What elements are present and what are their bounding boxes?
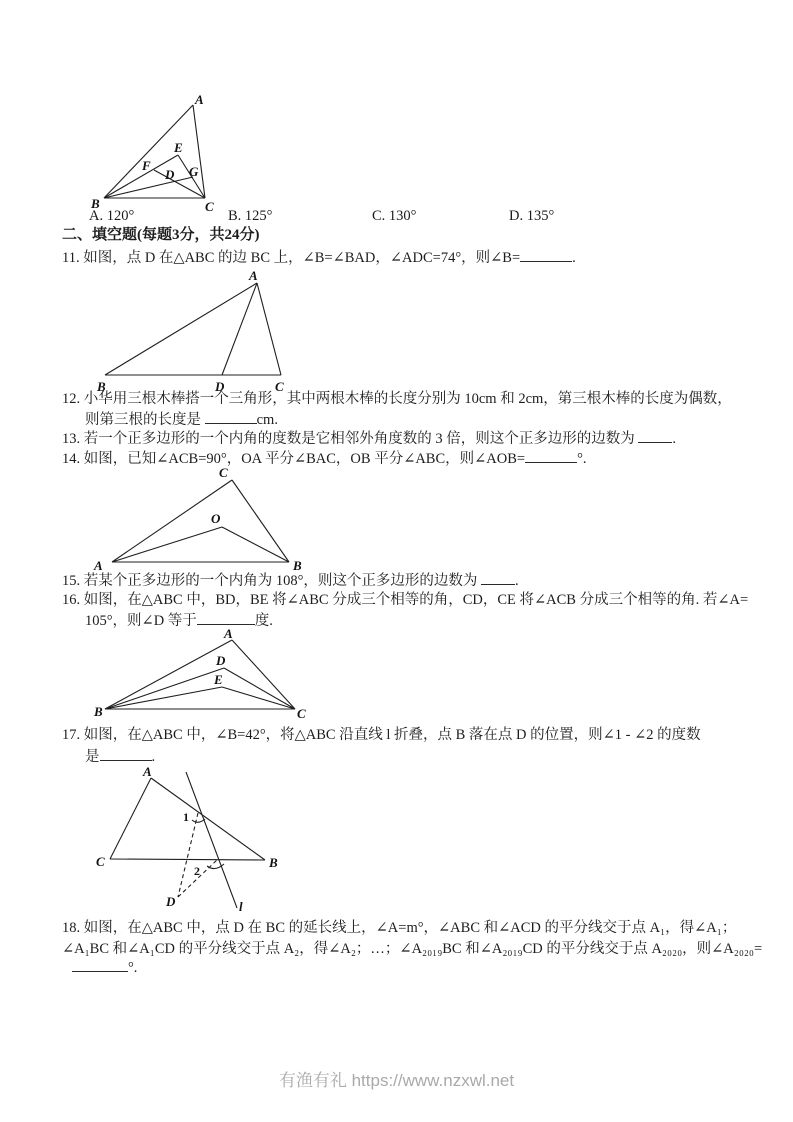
vertex-label-d: D — [216, 653, 226, 668]
question-11-text — [62, 248, 576, 268]
answer-blank-q17 — [100, 747, 152, 761]
vertex-label-o: O — [211, 511, 221, 526]
question-18-line1: 18. 如图，在△ABC 中，点 D 在 BC 的延长线上，∠A=m°，∠ABC 和∠ACD 的平分线交于点 A₁，得∠A₁； — [62, 920, 737, 936]
question-12-line2-tail: cm. — [256, 412, 278, 428]
question-16-line1: 16. 如图，在△ABC 中，BD，BE 将∠ABC 分成三个相等的角，CD，CE 将∠ACB 分成三个相等的角. 若∠A= — [62, 592, 749, 608]
line-l-label: l — [239, 899, 243, 914]
question-18-line3-tail: °. — [128, 960, 138, 976]
vertex-label-a: A — [249, 268, 258, 283]
vertex-label-c: C — [275, 379, 284, 394]
answer-blank-q18 — [72, 958, 128, 972]
question-13-pre: 13. 若一个正多边形的一个内角的度数是它相邻外角度数的 3 倍，则这个正多边形的边数为 — [62, 431, 635, 447]
vertex-label-c: C — [96, 854, 105, 869]
question-12-line2-pre: 则第三根的长度是 — [85, 412, 201, 428]
question-16-line2-pre: 105°，则∠D 等于 — [85, 613, 197, 629]
vertex-label-c: C — [205, 199, 214, 214]
vertex-label-b: B — [269, 855, 278, 870]
vertex-label-c: C — [219, 465, 228, 480]
answer-blank-q11 — [520, 248, 572, 262]
vertex-label-a: A — [195, 92, 204, 107]
figure-q16-triangle — [88, 628, 310, 723]
question-18-line3 — [72, 958, 137, 978]
question-17-line1: 17. 如图，在△ABC 中，∠B=42°，将△ABC 沿直线 l 折叠，点 B 落在点 D 的位置，则∠1 - ∠2 的度数 — [62, 727, 701, 743]
angle-2-label: 2 — [194, 864, 200, 878]
vertex-label-a: A — [143, 764, 152, 779]
question-15-pre: 15. 若某个正多边形的一个内角为 108°，则这个正多边形的边数为 — [62, 573, 478, 589]
question-13-text — [62, 429, 676, 449]
answer-blank-q15 — [481, 571, 515, 585]
question-14-tail: °. — [577, 451, 587, 467]
vertex-label-b: B — [91, 196, 100, 211]
vertex-label-f: F — [142, 158, 151, 173]
choice-d: D. 135° — [509, 208, 555, 224]
question-14-pre: 14. 如图，已知∠ACB=90°，OA 平分∠BAC，OB 平分∠ABC，则∠AOB= — [62, 451, 526, 467]
section-heading: 二、填空题(每题3分，共24分) — [62, 227, 260, 243]
vertex-label-d: D — [165, 167, 175, 182]
footer-watermark: 有渔有礼 https://www.nzxwl.net — [278, 1071, 515, 1090]
fold-line-l — [186, 772, 237, 908]
question-16-line2-tail: 度. — [254, 613, 273, 629]
answer-blank-q14 — [525, 449, 577, 463]
choice-b: B. 125° — [228, 208, 273, 224]
figure-q17-fold-triangle — [92, 763, 322, 915]
question-17-line2-tail: . — [151, 749, 156, 765]
answer-blank-q16 — [197, 611, 255, 625]
angle-1-label: 1 — [183, 810, 189, 824]
vertex-label-a: A — [94, 558, 103, 573]
answer-blank-q12 — [205, 410, 257, 424]
question-11-pre: 11. 如图，点 D 在△ABC 的边 BC 上，∠B=∠BAD，∠ADC=74°，则∠B= — [62, 250, 521, 266]
choice-c: C. 130° — [372, 208, 417, 224]
figure-q10-triangle — [85, 90, 235, 218]
vertex-label-b: B — [293, 558, 302, 573]
choice-a: A. 120° — [89, 208, 135, 224]
question-17-line2-pre: 是 — [85, 749, 100, 765]
figure-q14-triangle — [88, 463, 310, 575]
vertex-label-d: D — [215, 379, 225, 394]
question-18-line2: ∠A₁BC 和∠A₁CD 的平分线交于点 A₂，得∠A₂；…；∠A₂₀₁₉BC 和∠A₂₀₁₉CD 的平分线交于点 A₂₀₂₀，则∠A₂₀₂₀= — [62, 941, 763, 957]
answer-blank-q13 — [638, 429, 672, 443]
question-15-tail: . — [515, 573, 519, 589]
vertex-label-e: E — [214, 672, 223, 687]
vertex-label-d: D — [166, 894, 176, 909]
vertex-label-a: A — [224, 626, 233, 641]
question-11-tail: . — [572, 250, 576, 266]
vertex-label-b: B — [97, 379, 106, 394]
vertex-label-e: E — [174, 140, 183, 155]
question-15-text — [62, 571, 519, 591]
figure-q11-triangle — [90, 268, 300, 396]
vertex-label-c: C — [297, 706, 306, 721]
vertex-label-g: G — [189, 164, 199, 179]
question-12-line2 — [85, 410, 278, 430]
question-13-tail: . — [672, 431, 676, 447]
vertex-label-b: B — [94, 704, 103, 719]
question-12-line1: 12. 小华用三根木棒搭一个三角形，其中两根木棒的长度分别为 10cm 和 2cm，第三根木棒的长度为偶数， — [62, 391, 732, 407]
